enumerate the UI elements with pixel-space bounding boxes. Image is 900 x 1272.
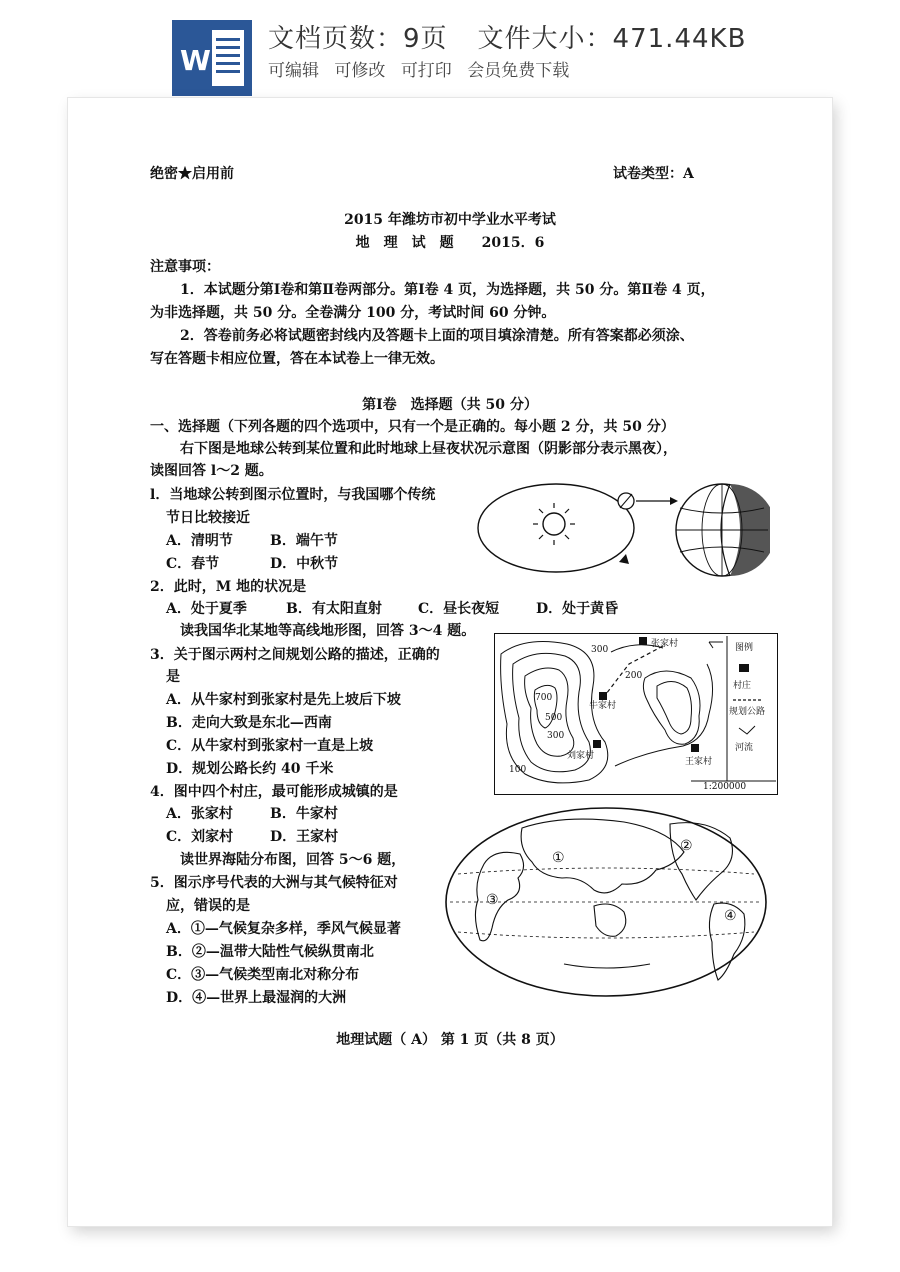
option: D．④—世界上最湿润的大洲 bbox=[166, 990, 347, 1006]
feature-list bbox=[268, 56, 579, 81]
svg-text:300: 300 bbox=[591, 645, 609, 655]
option: A．①—气候复杂多样，季风气候显著 bbox=[166, 921, 401, 937]
option: B．牛家村 bbox=[270, 806, 338, 822]
svg-text:②: ② bbox=[680, 838, 693, 854]
option: C．③—气候类型南北对称分布 bbox=[166, 967, 360, 983]
svg-text:700: 700 bbox=[535, 693, 553, 703]
option: A．张家村 bbox=[166, 806, 233, 822]
option: D．中秋节 bbox=[270, 556, 339, 572]
paper-type: 试卷类型：A bbox=[613, 166, 694, 182]
option: A．清明节 bbox=[166, 533, 233, 549]
notice-line: 1．本试题分第Ⅰ卷和第Ⅱ卷两部分。第Ⅰ卷 4 页，为选择题，共 50 分。第Ⅱ卷 4 页， bbox=[180, 282, 715, 298]
exam-subtitle: 地 理 试 题 2015．6 bbox=[355, 235, 545, 251]
page-footer: 地理试题（ A） 第 1 页（共 8 页） bbox=[336, 1032, 564, 1048]
intro-text: 右下图是地球公转到某位置和此时地球上昼夜状况示意图（阴影部分表示黑夜）， bbox=[180, 441, 677, 457]
option: B．②—温带大陆性气候纵贯南北 bbox=[166, 944, 374, 960]
svg-text:500: 500 bbox=[545, 713, 563, 723]
option: A．从牛家村到张家村是先上坡后下坡 bbox=[166, 692, 401, 708]
file-size: 文件大小：471.44KB bbox=[477, 24, 747, 54]
question-3: 3．关于图示两村之间规划公路的描述，正确的 bbox=[150, 647, 440, 663]
feature-printable: 可打印 bbox=[400, 61, 452, 81]
option: B．端午节 bbox=[270, 533, 338, 549]
option: D．规划公路长约 40 千米 bbox=[166, 761, 334, 777]
svg-text:1:200000: 1:200000 bbox=[703, 782, 747, 792]
notice-line: 2．答卷前务必将试题密封线内及答题卡上面的项目填涂清楚。所有答案都必须涂、 bbox=[180, 328, 694, 344]
notice-heading: 注意事项： bbox=[150, 259, 220, 275]
svg-text:200: 200 bbox=[625, 671, 643, 681]
option: D．王家村 bbox=[270, 829, 339, 845]
section-heading: 一、选择题（下列各题的四个选项中，只有一个是正确的。每小题 2 分，共 50 分） bbox=[150, 419, 675, 435]
question-5: 5．图示序号代表的大洲与其气候特征对 bbox=[150, 875, 398, 891]
part-title: 第Ⅰ卷 选择题（共 50 分） bbox=[362, 397, 538, 413]
feature-modifiable: 可修改 bbox=[334, 61, 386, 81]
option: C．从牛家村到张家村一直是上坡 bbox=[166, 738, 374, 754]
svg-text:④: ④ bbox=[724, 908, 737, 924]
svg-text:图例: 图例 bbox=[735, 643, 754, 653]
earth-orbit-figure bbox=[474, 476, 770, 584]
feature-member-download: 会员免费下载 bbox=[467, 61, 570, 81]
option: C．刘家村 bbox=[166, 829, 234, 845]
svg-text:300: 300 bbox=[547, 731, 565, 741]
page-count: 文档页数：9页 bbox=[268, 24, 448, 54]
question-4: 4．图中四个村庄，最可能形成城镇的是 bbox=[150, 784, 398, 800]
notice-line: 为非选择题，共 50 分。全卷满分 100 分，考试时间 60 分钟。 bbox=[150, 305, 556, 321]
svg-text:刘家村: 刘家村 bbox=[567, 751, 595, 761]
secret-label: 绝密★启用前 bbox=[150, 166, 234, 182]
svg-text:100: 100 bbox=[509, 765, 527, 775]
svg-text:W: W bbox=[180, 44, 211, 77]
intro-text: 读图回答 l～2 题。 bbox=[150, 463, 273, 479]
option: B．有太阳直射 bbox=[286, 601, 382, 617]
svg-text:河流: 河流 bbox=[735, 743, 754, 753]
notice-line: 写在答题卡相应位置，答在本试卷上一律无效。 bbox=[150, 351, 444, 367]
feature-editable: 可编辑 bbox=[268, 61, 319, 81]
svg-text:③: ③ bbox=[486, 892, 499, 908]
svg-text:①: ① bbox=[552, 850, 565, 866]
option: C．春节 bbox=[166, 556, 220, 572]
world-map-figure bbox=[444, 804, 768, 1000]
svg-text:村庄: 村庄 bbox=[733, 681, 752, 691]
document-page bbox=[68, 98, 832, 1226]
svg-text:王家村: 王家村 bbox=[685, 757, 713, 767]
option: C．昼长夜短 bbox=[418, 601, 500, 617]
exam-title: 2015 年潍坊市初中学业水平考试 bbox=[344, 212, 556, 228]
intro-text: 读世界海陆分布图，回答 5～6 题， bbox=[180, 852, 406, 868]
svg-text:张家村: 张家村 bbox=[651, 639, 679, 649]
question-5-cont: 应，错误的是 bbox=[166, 898, 250, 914]
contour-map-figure bbox=[494, 633, 778, 795]
download-banner bbox=[0, 0, 900, 96]
intro-text: 读我国华北某地等高线地形图，回答 3～4 题。 bbox=[180, 623, 476, 639]
option: B．走向大致是东北—西南 bbox=[166, 715, 332, 731]
word-document-icon bbox=[172, 20, 252, 96]
option: A．处于夏季 bbox=[166, 601, 247, 617]
svg-text:牛家村: 牛家村 bbox=[589, 701, 617, 711]
banner-title bbox=[268, 18, 746, 55]
svg-text:规划公路: 规划公路 bbox=[729, 707, 766, 717]
question-1-cont: 节日比较接近 bbox=[166, 510, 250, 526]
option: D．处于黄昏 bbox=[536, 601, 619, 617]
question-1: l．当地球公转到图示位置时，与我国哪个传统 bbox=[150, 487, 436, 503]
question-3-cont: 是 bbox=[166, 669, 180, 685]
question-2: 2．此时，M 地的状况是 bbox=[150, 579, 307, 595]
